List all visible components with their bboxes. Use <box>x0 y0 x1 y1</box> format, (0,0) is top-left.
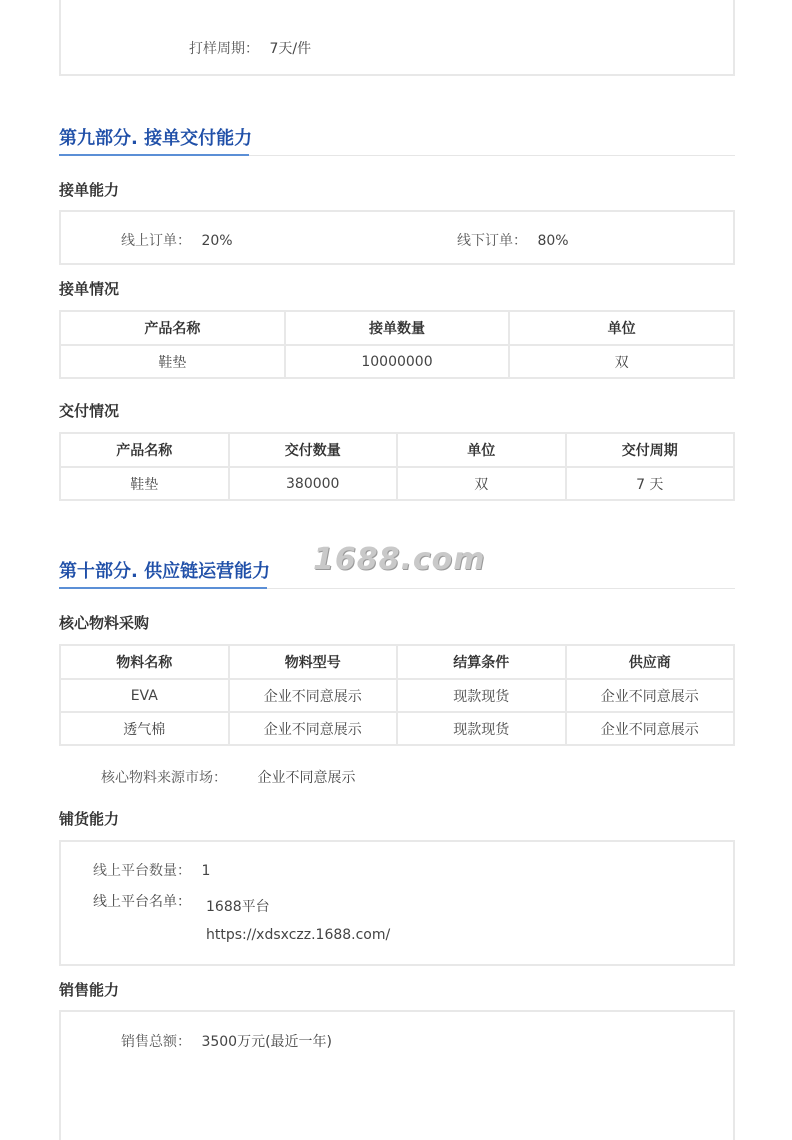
table-row <box>60 467 734 500</box>
header-cell: 物料型号 <box>229 645 398 679</box>
order-status-title: 接单情况 <box>59 280 120 298</box>
sales-total-label: 销售总额： <box>121 1034 191 1050</box>
sample-cycle-row <box>189 38 311 58</box>
table-cell: 鞋垫 <box>60 467 229 500</box>
header-cell: 交付数量 <box>229 433 398 467</box>
table-cell: 380000 <box>229 467 398 500</box>
core-material-title: 核心物料采购 <box>59 614 150 632</box>
platform-list-item: 1688平台 <box>206 899 270 915</box>
table-cell: 企业不同意展示 <box>566 712 735 745</box>
table-cell: 双 <box>397 467 566 500</box>
sales-total-value: 3500万元(最近一年) <box>201 1034 333 1050</box>
online-order-value: 20% <box>201 233 233 249</box>
offline-order-value: 80% <box>537 233 569 249</box>
offline-order-label: 线下订单： <box>457 233 527 249</box>
sample-cycle-label: 打样周期： <box>189 41 259 57</box>
sample-cycle-box <box>59 0 735 76</box>
online-order-row <box>121 230 233 250</box>
table-cell: 10000000 <box>285 345 510 378</box>
sales-total-row <box>121 1031 332 1051</box>
table-cell: 企业不同意展示 <box>566 679 735 712</box>
platform-list-item: https://xdsxczz.1688.com/ <box>206 927 391 943</box>
order-ability-box <box>59 210 735 265</box>
watermark-logo: 1688.com <box>313 542 486 577</box>
table-cell: EVA <box>60 679 229 712</box>
order-status-table <box>59 310 735 379</box>
distribution-box <box>59 840 735 966</box>
delivery-status-table <box>59 432 735 501</box>
section10-underline <box>59 587 267 589</box>
material-source-row <box>101 767 355 787</box>
table-row <box>60 345 734 378</box>
material-source-label: 核心物料来源市场： <box>101 770 227 786</box>
table-cell: 企业不同意展示 <box>229 712 398 745</box>
platform-count-value: 1 <box>201 863 211 879</box>
offline-order-row <box>457 230 569 250</box>
header-cell: 接单数量 <box>285 311 510 345</box>
online-order-label: 线上订单： <box>121 233 191 249</box>
material-source-value: 企业不同意展示 <box>257 770 356 786</box>
table-cell: 透气棉 <box>60 712 229 745</box>
header-cell: 供应商 <box>566 645 735 679</box>
sales-box <box>59 1010 735 1140</box>
table-header-row <box>60 311 734 345</box>
table-cell: 鞋垫 <box>60 345 285 378</box>
table-cell: 现款现货 <box>397 712 566 745</box>
platform-count-row <box>93 860 210 880</box>
table-row <box>60 679 734 712</box>
header-cell: 产品名称 <box>60 433 229 467</box>
table-cell: 企业不同意展示 <box>229 679 398 712</box>
section10-title: 第十部分. 供应链运营能力 <box>59 561 271 582</box>
table-header-row <box>60 645 734 679</box>
section9-title: 第九部分. 接单交付能力 <box>59 128 253 149</box>
header-cell: 单位 <box>509 311 734 345</box>
platform-count-label: 线上平台数量： <box>93 863 191 879</box>
header-cell: 交付周期 <box>566 433 735 467</box>
header-cell: 结算条件 <box>397 645 566 679</box>
section9-underline <box>59 154 249 156</box>
header-cell: 物料名称 <box>60 645 229 679</box>
core-material-table <box>59 644 735 746</box>
table-row <box>60 712 734 745</box>
table-header-row <box>60 433 734 467</box>
delivery-status-title: 交付情况 <box>59 402 120 420</box>
header-cell: 单位 <box>397 433 566 467</box>
table-cell: 7 天 <box>566 467 735 500</box>
header-cell: 产品名称 <box>60 311 285 345</box>
sample-cycle-value: 7天/件 <box>269 41 312 57</box>
sales-title: 销售能力 <box>59 981 120 999</box>
table-cell: 现款现货 <box>397 679 566 712</box>
distribution-title: 铺货能力 <box>59 810 120 828</box>
table-cell: 双 <box>509 345 734 378</box>
platform-list-label: 线上平台名单： <box>93 894 191 910</box>
order-ability-title: 接单能力 <box>59 181 120 199</box>
